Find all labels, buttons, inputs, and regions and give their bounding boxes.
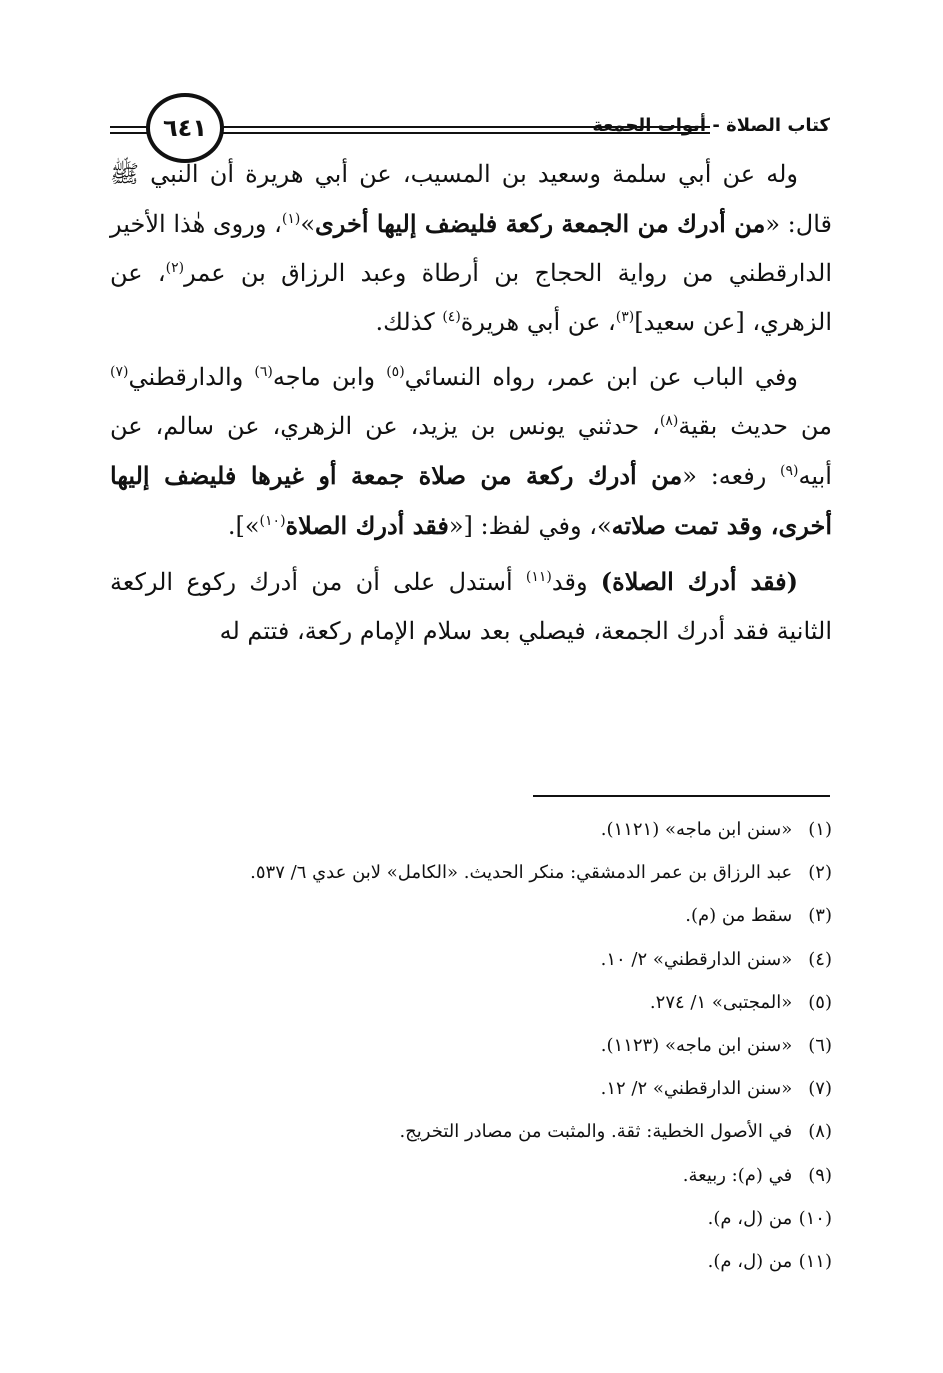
hadith-quote: من أدرك من الجمعة ركعة فليضف إليها أخرى (315, 209, 766, 238)
footnote-text: في (م): ربيعة. (682, 1164, 793, 1186)
footnote-number: (٤) (808, 948, 832, 970)
text-run: وله عن أبي سلمة وسعيد بن المسيب، عن أبي هريرة أن النبي ﷺ قال: « (110, 160, 832, 238)
text-run: والدارقطني (128, 363, 255, 391)
footnote (110, 1110, 832, 1153)
footnote-number: (١١) (798, 1251, 832, 1273)
text-run: ، حدثني يونس بن يزيد، عن الزهري، عن سالم، عن أبيه (110, 412, 832, 490)
footnote (110, 1197, 832, 1240)
footnote-text: سقط من (م). (685, 905, 793, 927)
text-run: وفي الباب عن ابن عمر، رواه النسائي (404, 363, 798, 391)
footnote-ref: (٩) (780, 463, 799, 479)
footnote-number: (٧) (808, 1078, 832, 1100)
hadith-quote: فقد أدرك الصلاة (285, 511, 449, 540)
footnote-number: (٩) (808, 1164, 832, 1186)
footnote-text: في الأصول الخطية: ثقة. والمثبت من مصادر التخريج. (399, 1121, 793, 1143)
text-run: من حديث بقية (678, 412, 832, 440)
text-run: ، وروى هٰذا الأخير الدارقطني من رواية الحجاج بن أرطاة وعبد الرزاق بن عمر (110, 210, 833, 287)
text-run: ، عن أبي هريرة (460, 308, 616, 336)
footnotes (110, 808, 832, 1283)
footnote-number: (٢) (808, 862, 832, 884)
footnote-text: «سنن الدارقطني» ٢/ ١٠. (600, 948, 793, 970)
footnote-ref: (٨) (659, 413, 679, 429)
footnote-ref: (٤) (442, 309, 461, 325)
footnote (110, 894, 832, 937)
footnote-ref: (١) (281, 211, 301, 227)
text-run: رفعه: « (682, 462, 781, 490)
text-run: » (300, 210, 316, 238)
text-run: »، وفي لفظ: [« (448, 512, 612, 540)
footnote (110, 938, 832, 981)
footnote-number: (١٠) (798, 1207, 832, 1229)
footnote-separator (533, 795, 830, 797)
text-run: »]. (227, 512, 260, 540)
footnote-text: «سنن ابن ماجه» (١١٢١). (600, 819, 793, 840)
footnote-number: (٨) (808, 1121, 832, 1143)
footnote-number: (٥) (808, 991, 832, 1013)
text-run: وقد (551, 568, 601, 596)
hadith-quote: من أدرك ركعة من صلاة جمعة أو غيرها فليضف إليها أخرى، وقد تمت صلاته (110, 461, 832, 540)
footnote (110, 1067, 832, 1110)
footnote-text: «المجتبى» ١/ ٢٧٤. (649, 991, 793, 1013)
footnote (110, 1240, 832, 1283)
footnote-text: «سنن الدارقطني» ٢/ ١٢. (600, 1078, 793, 1100)
footnote (110, 981, 832, 1024)
footnote (110, 1024, 832, 1067)
header-rule (110, 132, 150, 134)
footnote-number: (٦) (808, 1035, 832, 1057)
paragraph-3 (110, 557, 832, 656)
page-number: ٦٤١ (146, 93, 224, 163)
footnote-text: من (ل، م). (707, 1207, 793, 1229)
text-run: أستدل على أن من أدرك ركوع الركعة الثانية فقد أدرك الجمعة، فيصلي بعد سلام الإمام ركعة، فتتم له (110, 568, 832, 645)
footnote (110, 1154, 832, 1197)
footnote-ref: (١٠) (259, 513, 286, 529)
header-rule (110, 126, 150, 128)
footnote-number: (١) (808, 819, 832, 840)
footnote-ref: (٢) (165, 260, 185, 276)
footnote-ref: (٦) (254, 364, 273, 380)
commentary-lemma: (فقد أدرك الصلاة) (600, 567, 799, 596)
footnote-text: عبد الرزاق بن عمر الدمشقي: منكر الحديث. «الكامل» لابن عدي ٦/ ٥٣٧. (250, 862, 793, 884)
footnote-ref: (٣) (615, 309, 635, 325)
running-title: كتاب الصلاة - أبواب الجمعة (592, 115, 830, 136)
text-run: وابن ماجه (272, 363, 387, 391)
main-text (110, 150, 832, 662)
footnote-number: (٣) (808, 905, 832, 927)
text-run: كذلك. (375, 308, 443, 336)
footnote (110, 851, 832, 894)
footnote-ref: (١١) (525, 569, 552, 585)
footnote-text: من (ل، م). (707, 1251, 793, 1273)
footnote-ref: (٧) (110, 364, 129, 380)
footnote-text: «سنن ابن ماجه» (١١٢٣). (600, 1035, 793, 1057)
footnote (110, 808, 832, 851)
paragraph-1 (110, 150, 832, 347)
footnote-ref: (٥) (386, 364, 405, 380)
text-run: ، عن الزهري، [عن سعيد] (110, 259, 832, 336)
paragraph-2 (110, 353, 832, 551)
